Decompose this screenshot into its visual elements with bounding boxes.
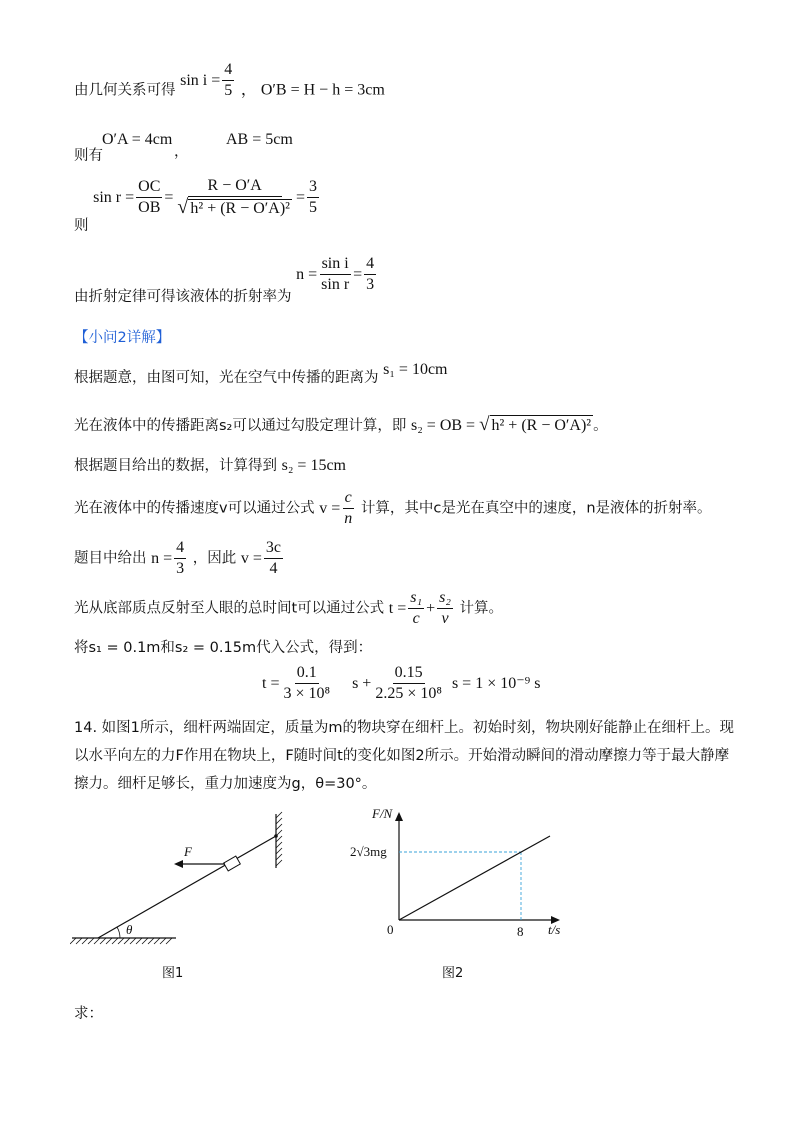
line-s2-value: 根据题目给出的数据，计算得到 s₂ = 15cm xyxy=(74,457,346,474)
math-ab: AB = 5cm xyxy=(226,131,293,148)
line-sin-r: 则 sin r = $\frac{OC}{OB}$ = $\frac{R - O'A}{\text{√ h² + (R − O′A)²}}$ = $\frac{3}{5}$ xyxy=(74,177,317,234)
series-line xyxy=(399,836,550,920)
figure-2-caption: 图2 xyxy=(442,966,464,981)
force-label: F xyxy=(184,844,192,859)
q14-line3: 擦力。细杆足够长，重力加速度为g，θ=30°。 xyxy=(74,776,377,792)
text: 由几何关系可得 xyxy=(74,82,176,99)
figure-1 xyxy=(70,810,300,950)
fraction: $\frac{4}{5}$ xyxy=(224,61,233,99)
math-lhs: sin i = xyxy=(180,71,221,89)
math-lhs: sin r = xyxy=(93,188,135,206)
line-n-v: 题目中给出 n = $\frac{4}{3}$ ，因此 v = $\frac{3c}{4}$ xyxy=(74,539,281,577)
x-tick-label: 8 xyxy=(517,924,524,939)
section-header: 【小问2详解】 xyxy=(74,330,171,346)
fraction-big: $\frac{R - O'A}{\text{√ h² + (R − O′A)²}}$ xyxy=(177,177,290,218)
origin-label: 0 xyxy=(387,922,394,937)
line-time-formula: 光从底部质点反射至人眼的总时间t可以通过公式 t = $\frac{\text{s₁}}{c}$ + $\frac{\text{s₂}}{v}$ 计算。 xyxy=(74,589,503,627)
figure-2-chart xyxy=(390,812,570,932)
angle-label: θ xyxy=(126,922,133,937)
line-velocity: 光在液体中的传播速度v可以通过公式 v = $\frac{c}{n}$ 计算，其中c是光在真空中的速度，n是液体的折射率。 xyxy=(74,489,712,527)
line-s1: 根据题意，由图可知，光在空气中传播的距离为 s₁ = 10cm xyxy=(74,361,448,386)
line-substitute: 将s₁ = 0.1m和s₂ = 0.15m代入公式，得到： xyxy=(74,640,373,656)
line-refraction: 由折射定律可得该液体的折射率为 n = $\frac{\text{sin i}}{\text{sin r}}$ = $\frac{4}{3}$ xyxy=(74,255,375,305)
ask-text: 求： xyxy=(74,1006,103,1022)
q14-line2: 以水平向左的力F作用在物块上，F随时间t的变化如图2所示。开始滑动瞬间的滑动摩擦力等于最大静摩 xyxy=(74,748,730,764)
q14-line1: 14. 如图1所示，细杆两端固定，质量为m的物块穿在细杆上。初始时刻，物块刚好能静止在细杆上。现 xyxy=(74,720,735,736)
x-axis-label: t/s xyxy=(548,922,561,937)
fraction-oc-ob: $\frac{OC}{OB}$ xyxy=(138,178,161,216)
line-geometry xyxy=(74,61,385,111)
math-rest: ， O′B = H − h = 3cm xyxy=(240,81,385,99)
text: 则有 xyxy=(74,148,103,164)
fraction-3-5: $\frac{3}{5}$ xyxy=(309,178,317,216)
y-tick-label: 2√3mg xyxy=(350,844,387,859)
fraction-4-3: $\frac{4}{3}$ xyxy=(366,255,375,293)
line-s2-formula: 光在液体中的传播距离s₂可以通过勾股定理计算，即 s₂ = OB = √ h² + (R − O′A)² 。 xyxy=(74,414,608,435)
math-oa: O′A = 4cm xyxy=(102,131,173,148)
figure-1-caption: 图1 xyxy=(162,966,184,981)
fraction-sin: $\frac{\text{sin i}}{\text{sin r}}$ xyxy=(321,255,350,293)
y-axis-label: F/N xyxy=(372,806,393,821)
equation-result: t = $\frac{0.1}{\text{3 × 10⁸}}$ s + $\frac{0.15}{\text{2.25 × 10⁸}}$ s = 1 × 10⁻⁹ s xyxy=(262,664,541,702)
